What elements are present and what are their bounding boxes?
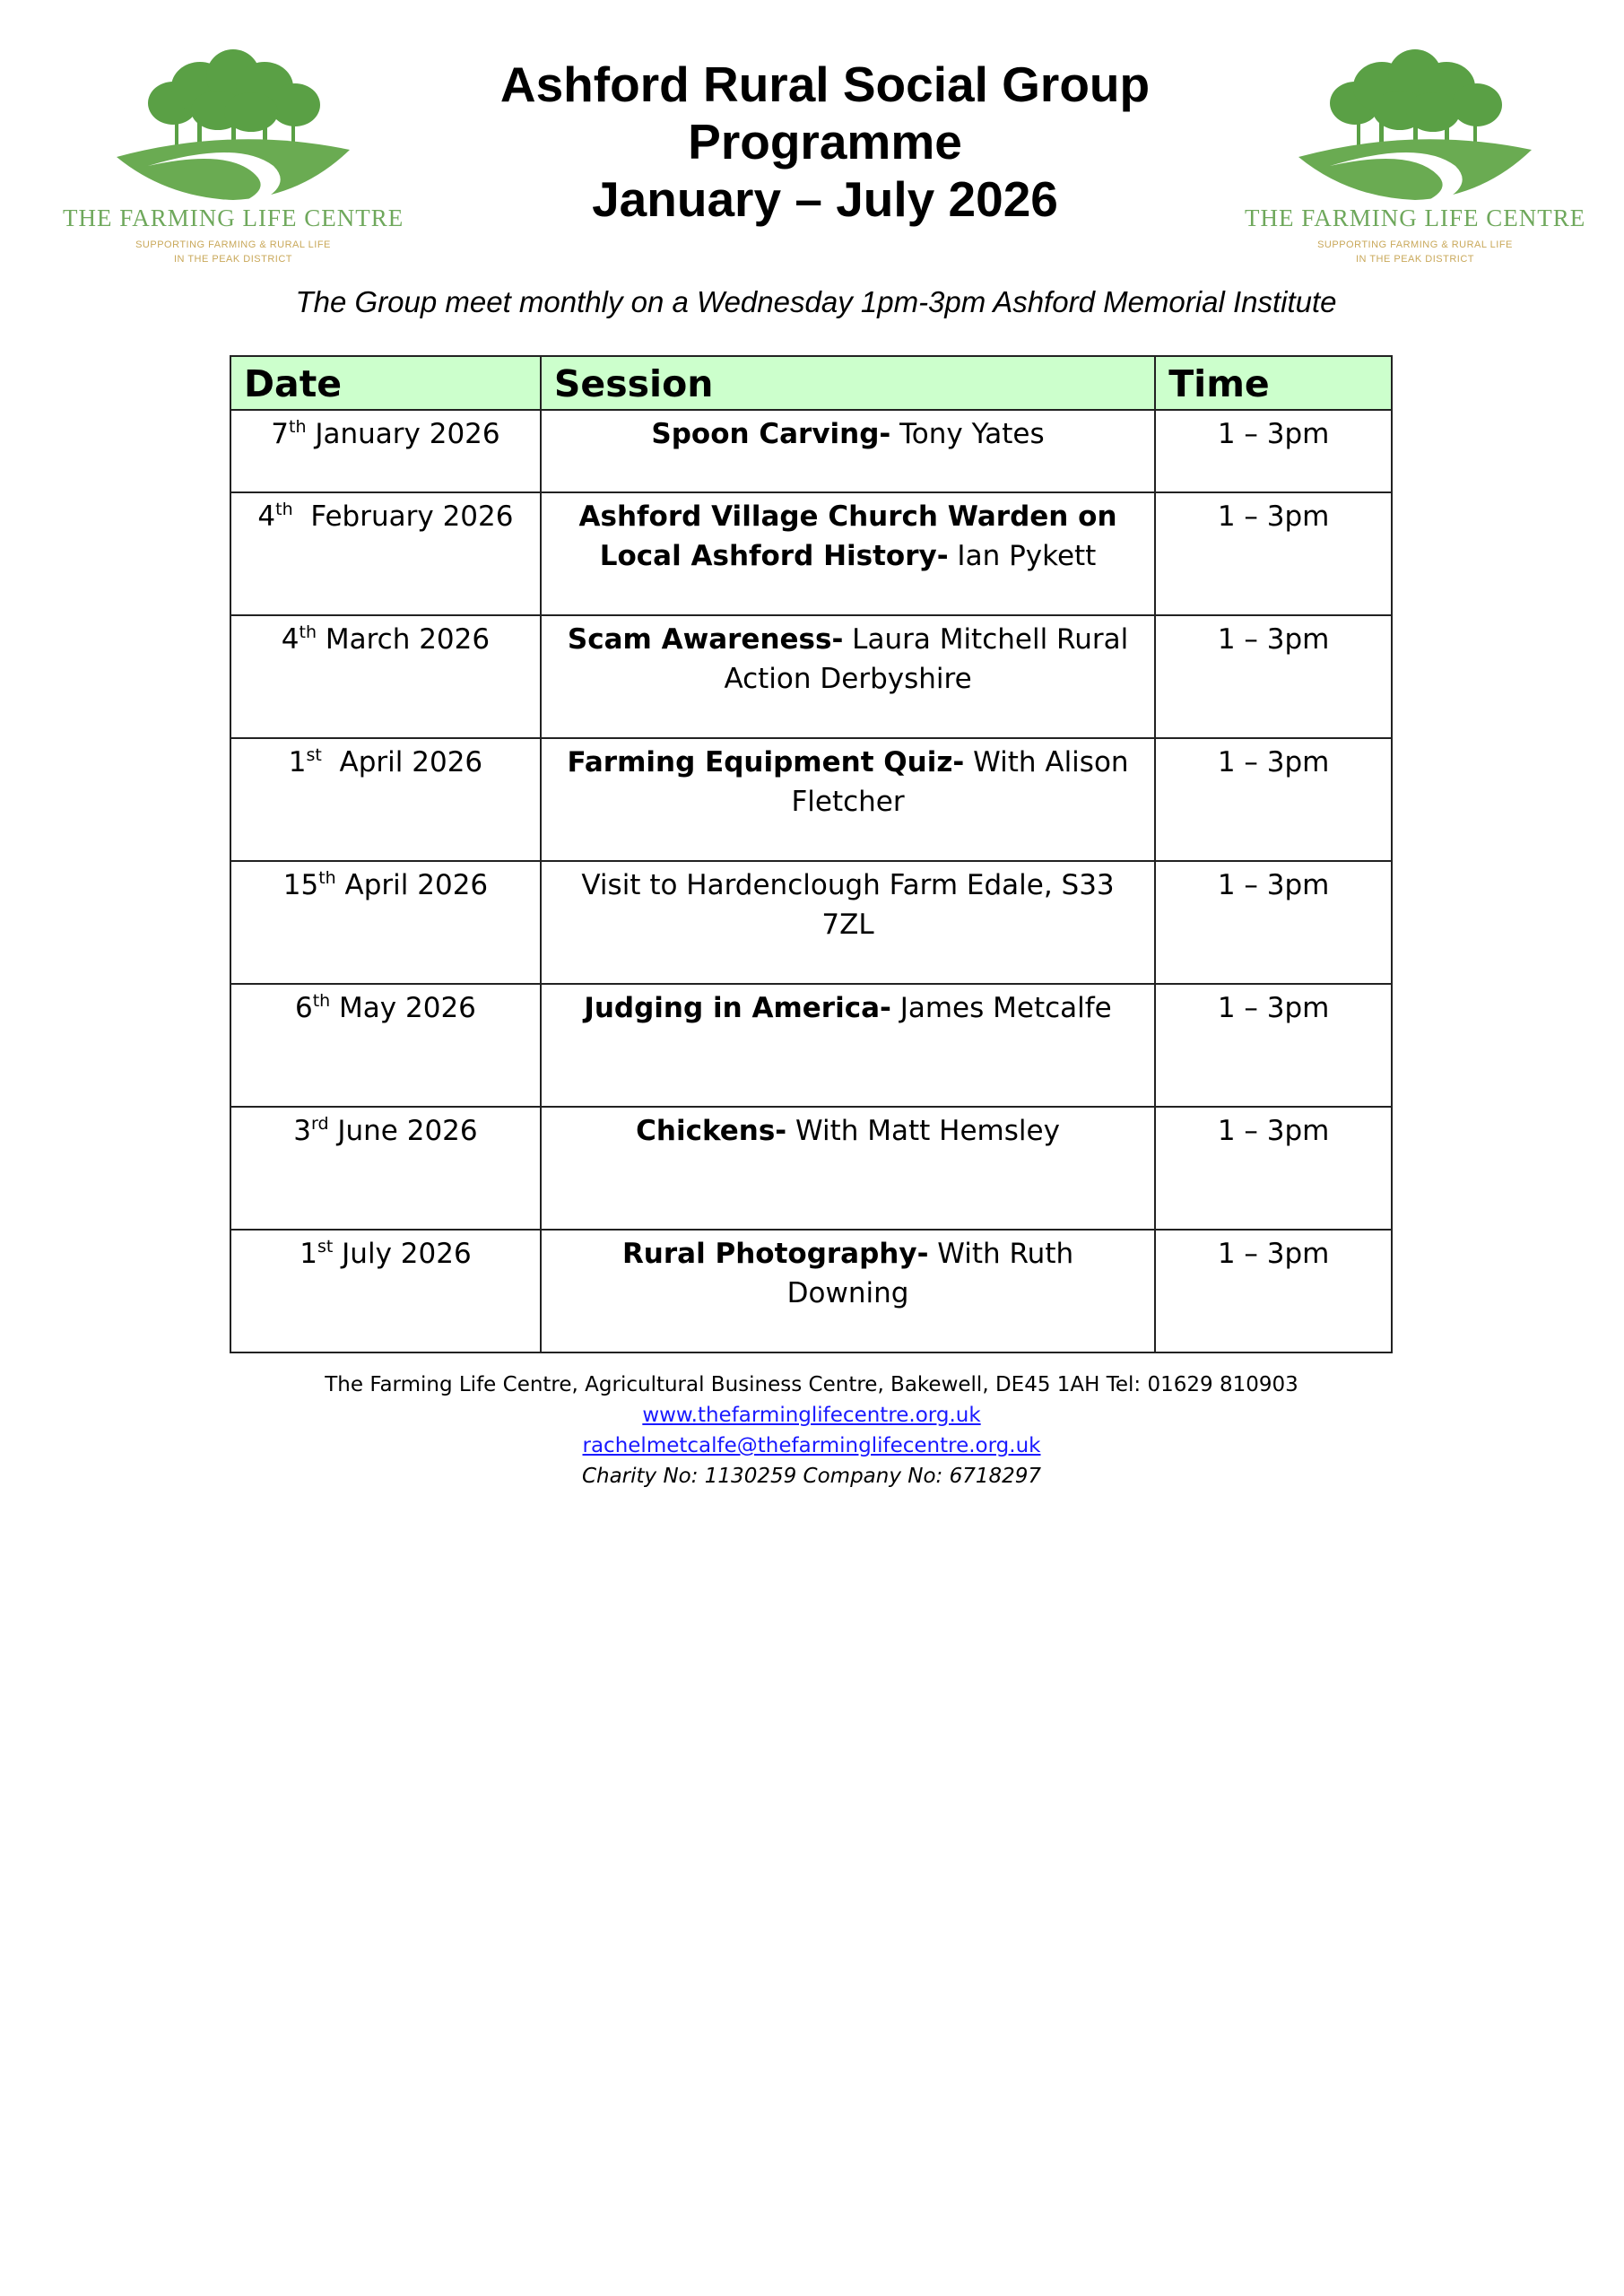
page-title — [408, 56, 1242, 228]
date-day: 4 — [257, 500, 276, 533]
session-detail: Visit to Hardenclough Farm Edale, S33 7ZL — [581, 869, 1115, 941]
table-row — [230, 492, 1392, 615]
session-detail: Ian Pykett — [948, 540, 1097, 572]
session-cell — [541, 410, 1155, 492]
farming-life-centre-logo-left — [63, 40, 404, 274]
session-cell — [541, 1107, 1155, 1230]
date-month-year: April 2026 — [335, 869, 489, 901]
date-day: 4 — [281, 623, 300, 656]
session-cell — [541, 492, 1155, 615]
logo-brand-text: THE FARMING LIFE CENTRE — [63, 204, 404, 231]
date-cell — [230, 492, 541, 615]
table-row — [230, 410, 1392, 492]
time-cell: 1 – 3pm — [1155, 1107, 1392, 1230]
session-detail: James Metcalfe — [890, 992, 1112, 1024]
session-detail: With Ruth Downing — [786, 1238, 1074, 1309]
footer — [229, 1370, 1394, 1492]
charity-info: Charity No: 1130259 Company No: 6718297 — [581, 1465, 1042, 1488]
trees-logo-icon — [112, 40, 354, 202]
table-row — [230, 1107, 1392, 1230]
email-link[interactable]: rachelmetcalfe@thefarminglifecentre.org.uk — [582, 1434, 1041, 1457]
session-topic: Chickens- — [636, 1115, 787, 1147]
session-detail: With Alison Fletcher — [791, 746, 1129, 818]
table-header-row — [230, 356, 1392, 410]
session-cell — [541, 984, 1155, 1107]
table-row — [230, 615, 1392, 738]
date-ordinal-suffix: th — [318, 868, 336, 888]
date-ordinal-suffix: th — [275, 500, 293, 519]
date-cell — [230, 410, 541, 492]
session-topic: Spoon Carving- — [651, 418, 891, 450]
time-cell: 1 – 3pm — [1155, 861, 1392, 984]
session-topic: Rural Photography- — [621, 1238, 929, 1270]
session-detail: Laura Mitchell Rural Action Derbyshire — [724, 623, 1129, 695]
logo-tagline-2: IN THE PEAK DISTRICT — [1355, 254, 1475, 265]
time-cell: 1 – 3pm — [1155, 984, 1392, 1107]
programme-rows — [230, 410, 1392, 1352]
date-month-year: March 2026 — [317, 623, 491, 656]
session-detail: Tony Yates — [890, 418, 1045, 450]
date-month-year: April 2026 — [321, 746, 483, 778]
title-line-1: Ashford Rural Social Group — [499, 57, 1151, 112]
date-day: 7 — [271, 418, 289, 450]
logo-brand-text: THE FARMING LIFE CENTRE — [1245, 204, 1586, 231]
time-cell: 1 – 3pm — [1155, 615, 1392, 738]
table-row — [230, 1230, 1392, 1352]
time-cell: 1 – 3pm — [1155, 492, 1392, 615]
date-ordinal-suffix: th — [299, 622, 317, 642]
date-cell — [230, 984, 541, 1107]
date-column-header: Date — [230, 356, 541, 410]
title-line-2: Programme — [688, 114, 962, 170]
date-day: 1 — [288, 746, 307, 778]
date-ordinal-suffix: st — [317, 1237, 334, 1257]
date-day: 6 — [294, 992, 313, 1024]
time-cell: 1 – 3pm — [1155, 1230, 1392, 1352]
date-cell — [230, 861, 541, 984]
session-topic: Ashford Village Church Warden on Local Ashford History- — [578, 500, 1117, 572]
table-row — [230, 984, 1392, 1107]
date-day: 15 — [282, 869, 319, 901]
logo-tagline-2: IN THE PEAK DISTRICT — [173, 254, 293, 265]
session-cell — [541, 738, 1155, 861]
date-month-year: January 2026 — [306, 418, 500, 450]
footer-address: The Farming Life Centre, Agricultural Business Centre, Bakewell, DE45 1AH Tel: 01629 810903 — [325, 1373, 1298, 1396]
date-month-year: June 2026 — [328, 1115, 478, 1147]
website-link[interactable]: www.thefarminglifecentre.org.uk — [642, 1404, 981, 1427]
meeting-info: The Group meet monthly on a Wednesday 1pm-3pm Ashford Memorial Institute — [295, 285, 1337, 318]
programme-table — [230, 355, 1393, 1353]
date-cell — [230, 1107, 541, 1230]
date-cell — [230, 1230, 541, 1352]
table-row — [230, 738, 1392, 861]
session-topic: Judging in America- — [584, 992, 891, 1024]
table-row — [230, 861, 1392, 984]
date-cell — [230, 615, 541, 738]
title-line-3: January – July 2026 — [592, 171, 1058, 227]
date-ordinal-suffix: th — [312, 991, 331, 1011]
date-month-year: February 2026 — [292, 500, 514, 533]
time-cell: 1 – 3pm — [1155, 738, 1392, 861]
date-month-year: May 2026 — [330, 992, 476, 1024]
date-day: 3 — [293, 1115, 311, 1147]
date-ordinal-suffix: rd — [310, 1114, 329, 1134]
date-day: 1 — [300, 1238, 317, 1270]
farming-life-centre-logo-right — [1245, 40, 1585, 274]
session-topic: Scam Awareness- — [567, 623, 844, 656]
session-cell — [541, 861, 1155, 984]
date-ordinal-suffix: th — [289, 417, 307, 437]
trees-logo-icon — [1294, 40, 1536, 202]
date-ordinal-suffix: st — [306, 745, 322, 765]
time-column-header: Time — [1155, 356, 1392, 410]
time-cell: 1 – 3pm — [1155, 410, 1392, 492]
session-cell — [541, 615, 1155, 738]
session-detail: With Matt Hemsley — [786, 1115, 1060, 1147]
date-month-year: July 2026 — [333, 1238, 472, 1270]
session-cell — [541, 1230, 1155, 1352]
logo-tagline-1: SUPPORTING FARMING & RURAL LIFE — [135, 239, 331, 250]
date-cell — [230, 738, 541, 861]
logo-tagline-1: SUPPORTING FARMING & RURAL LIFE — [1317, 239, 1513, 250]
session-topic: Farming Equipment Quiz- — [567, 746, 965, 778]
session-column-header: Session — [541, 356, 1155, 410]
